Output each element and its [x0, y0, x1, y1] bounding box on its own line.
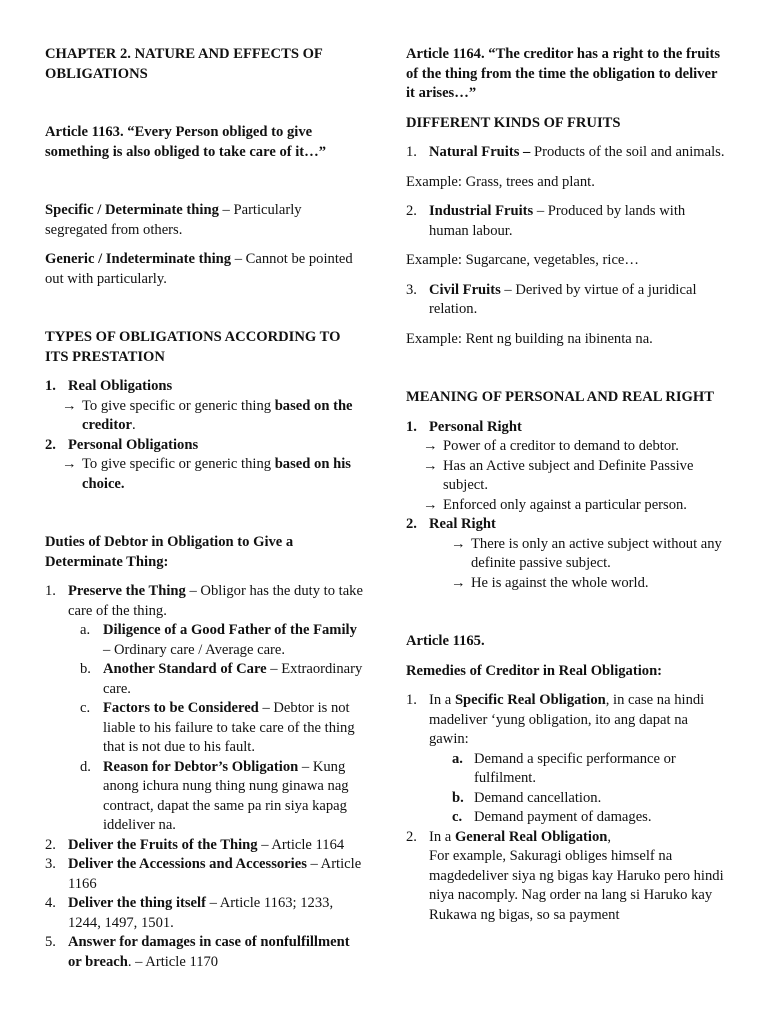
list-item: 2. Deliver the Fruits of the Thing – Article 1164 [45, 836, 345, 853]
list-item: 1. Natural Fruits – Products of the soil and animals. [406, 144, 725, 160]
list-item: → There is only an active subject without any definite passive subject. [451, 535, 726, 574]
fruit-example: Example: Rent ng building na ibinenta na. [406, 330, 653, 347]
right-label: Real Right [429, 516, 496, 532]
list-item: 4. Deliver the thing itself – Article 1163; 1233, 1244, 1497, 1501. [45, 895, 334, 931]
list-item: a. Demand a specific performance or fulfilment. [452, 750, 676, 786]
fruit-example: Example: Sugarcane, vegetables, rice… [406, 252, 639, 268]
chapter-title: CHAPTER 2. NATURE AND EFFECTS OF OBLIGATIONS [45, 46, 323, 82]
list-item: → To give specific or generic thing based on the creditor. [45, 397, 363, 436]
list-item: 1. Personal Right [406, 418, 726, 438]
specific-thing-desc: Particularly segregated from others. [45, 202, 302, 238]
fruits-list [406, 143, 726, 349]
list-item: c. Factors to be Considered – Debtor is not liable to his failure to take care of the thing that is not due to his fault. [80, 700, 355, 755]
list-item: → He is against the whole world. [451, 574, 726, 594]
type-label: Personal Obligations [68, 436, 199, 453]
list-item: d. Reason for Debtor’s Obligation – Kung anong ichura nung thing nung ginawa nag contract, dapat the same pa rin siya kapag iddeliver na. [80, 758, 349, 833]
list-item: → To give specific or generic thing based on his choice. [45, 455, 363, 494]
article-1165: Article 1165. [406, 633, 485, 649]
rights-list [406, 418, 726, 594]
list-item: 3. Deliver the Accessions and Accessories – Article 1166 [45, 856, 362, 892]
right-label: Personal Right [429, 418, 522, 435]
list-item: → Power of a creditor to demand to debtor. [423, 437, 726, 457]
fruits-heading: DIFFERENT KINDS OF FRUITS [406, 114, 621, 131]
arrow-icon: → [423, 438, 438, 454]
article-1163: Article 1163. “Every Person obliged to give something is also obliged to take care of it…” [45, 124, 327, 160]
sub-duties-list [45, 621, 363, 836]
list-item: c. Demand payment of damages. [452, 809, 652, 825]
specific-thing-definition: Specific / Determinate thing – Particularly segregated from others. [45, 202, 302, 238]
arrow-icon: → [62, 397, 77, 414]
duties-heading: Duties of Debtor in Obligation to Give a Determinate Thing: [45, 534, 294, 570]
list-item: b. Another Standard of Care – Extraordinary care. [80, 661, 363, 697]
generic-thing-desc: Cannot be pointed out with particularly. [45, 251, 353, 287]
list-item: 1. In a Specific Real Obligation, in case na hindi madeliver ‘yung obligation, ito ang dapat na gawin: [406, 692, 705, 747]
fruit-example: Example: Grass, trees and plant. [406, 173, 595, 190]
list-item: b. Demand cancellation. [452, 789, 602, 806]
arrow-icon: → [423, 457, 438, 474]
rights-heading: MEANING OF PERSONAL AND REAL RIGHT [406, 389, 714, 405]
right-column [406, 45, 726, 925]
specific-thing-term: Specific / Determinate thing [45, 202, 219, 218]
list-item: → Has an Active subject and Definite Passive subject. [423, 457, 726, 496]
generic-thing-definition: Generic / Indeterminate thing – Cannot be pointed out with particularly. [45, 251, 353, 287]
remedies-list [406, 691, 726, 925]
list-item: 1. Real Obligations [45, 377, 363, 397]
arrow-icon: → [62, 456, 77, 472]
list-item: 2. Real Right [406, 515, 726, 535]
arrow-icon: → [451, 574, 466, 591]
arrow-icon: → [423, 496, 438, 513]
list-item: a. Diligence of a Good Father of the Family – Ordinary care / Average care. [80, 622, 357, 658]
list-item: 2. Industrial Fruits – Produced by lands with human labour. [406, 203, 686, 239]
list-item: 2. In a General Real Obligation, For example, Sakuragi obliges himself na magdedeliver siya ng bigas kay Haruko pero hindi niya nacomply. Nag order na lang si Haruko kay Rukawa ng bigas, so sa payment [406, 828, 724, 923]
types-heading: TYPES OF OBLIGATIONS ACCORDING TO ITS PRESTATION [45, 329, 341, 365]
list-item: 1. Preserve the Thing – Obligor has the duty to take care of the thing. [45, 583, 363, 619]
type-label: Real Obligations [68, 378, 173, 394]
duties-list [45, 582, 363, 972]
list-item: 3. Civil Fruits – Derived by virtue of a juridical relation. [406, 281, 697, 317]
remedies-heading: Remedies of Creditor in Real Obligation: [406, 662, 663, 679]
list-item: 2. Personal Obligations [45, 436, 363, 456]
generic-thing-term: Generic / Indeterminate thing [45, 251, 232, 267]
arrow-icon: → [451, 535, 466, 552]
remedy2-example: For example, Sakuragi obliges himself na magdedeliver siya ng bigas kay Haruko pero hindi niya nacomply. Nag order na lang si Haruko kay Rukawa ng bigas, so sa payment [429, 848, 724, 923]
list-item: 5. Answer for damages in case of nonfulfillment or breach. – Article 1170 [45, 934, 350, 970]
list-item: → Enforced only against a particular person. [423, 496, 726, 516]
left-column [45, 45, 363, 972]
types-list [45, 377, 363, 494]
article-1164: Article 1164. “The creditor has a right to the fruits of the thing from the time the obligation to deliver it arises…” [406, 46, 720, 101]
